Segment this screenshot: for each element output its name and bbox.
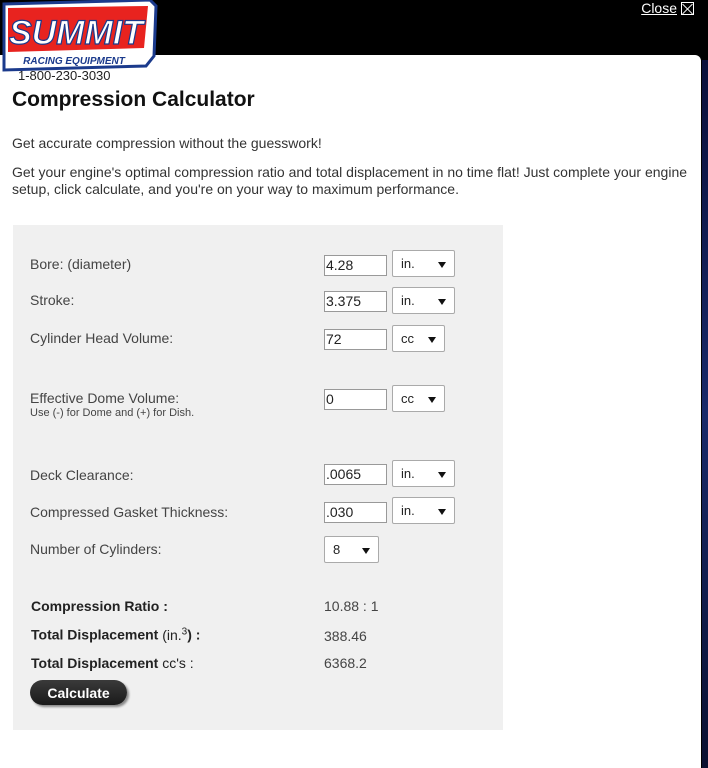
cylinders-select[interactable] [324,536,379,563]
gasket-thickness-unit-select[interactable] [392,497,455,524]
compression-ratio-value: 10.88 : 1 [324,598,379,614]
deck-clearance-unit-select[interactable] [392,460,455,487]
bore-input[interactable]: 4.28 [324,255,387,276]
chevron-down-icon [428,397,436,403]
chevron-down-icon [428,337,436,343]
displacement-in-unit [162,627,187,643]
cylinders-value: 8 [333,542,341,557]
cylinders-label: Number of Cylinders: [30,541,162,557]
dome-volume-input[interactable]: 0 [324,389,387,410]
bore-label: Bore: (diameter) [30,256,132,272]
gasket-thickness-label: Compressed Gasket Thickness: [30,504,229,520]
intro-text: Get your engine's optimal compression ratio and total displacement in no time flat! Just complete your engine setup, click calculate, and you're on your way to maximum performance. [12,164,688,197]
displacement-cc-label-text: Total Displacement [31,655,159,671]
dome-volume-unit-select[interactable] [392,385,445,412]
displacement-in-label-text: Total Displacement [31,626,159,643]
chevron-down-icon [438,509,446,515]
bore-unit-value: in. [401,256,415,271]
compression-ratio-label: Compression Ratio : [31,598,168,614]
stroke-unit-value: in. [401,293,415,308]
tagline: Get accurate compression without the guesswork! [12,135,322,151]
stroke-input[interactable]: 3.375 [324,291,387,312]
calculator-panel [13,225,503,730]
chevron-down-icon [362,548,370,554]
dome-volume-label [30,390,194,419]
displacement-in-unit-pre: (in. [162,626,182,643]
displacement-in-unit-post: ) : [187,626,201,643]
stroke-label: Stroke: [30,292,75,308]
chevron-down-icon [438,299,446,305]
page-backdrop [702,60,708,768]
displacement-in-unit-sup: 3 [181,626,188,637]
deck-clearance-unit-value: in. [401,466,415,481]
close-label: Close [641,0,677,16]
displacement-in-value: 388.46 [324,628,367,644]
close-button[interactable] [641,0,694,16]
stroke-unit-select[interactable] [392,287,455,314]
head-volume-unit-value: cc [401,331,414,346]
calculate-button[interactable]: Calculate [30,680,127,705]
page-title: Compression Calculator [12,88,255,111]
logo-subtitle: RACING EQUIPMENT [23,56,125,67]
head-volume-label: Cylinder Head Volume: [30,330,174,346]
displacement-in-label [31,626,200,643]
chevron-down-icon [438,472,446,478]
bore-unit-select[interactable] [392,250,455,277]
head-volume-input[interactable]: 72 [324,329,387,350]
head-volume-unit-select[interactable] [392,325,445,352]
deck-clearance-input[interactable]: .0065 [324,464,387,485]
dome-volume-note: Use (-) for Dome and (+) for Dish. [30,407,195,419]
phone-number: 1-800-230-3030 [18,68,111,83]
dome-volume-label-text: Effective Dome Volume: [30,390,180,406]
displacement-cc-value: 6368.2 [324,655,367,671]
dome-volume-unit-value: cc [401,391,414,406]
gasket-thickness-unit-value: in. [401,503,415,518]
chevron-down-icon [438,262,446,268]
deck-clearance-label: Deck Clearance: [30,467,134,483]
close-icon [681,2,694,15]
displacement-cc-unit: cc's : [162,655,194,671]
displacement-cc-label [31,655,194,671]
gasket-thickness-input[interactable]: .030 [324,502,387,523]
logo-wordmark: SUMMIT [8,14,144,52]
